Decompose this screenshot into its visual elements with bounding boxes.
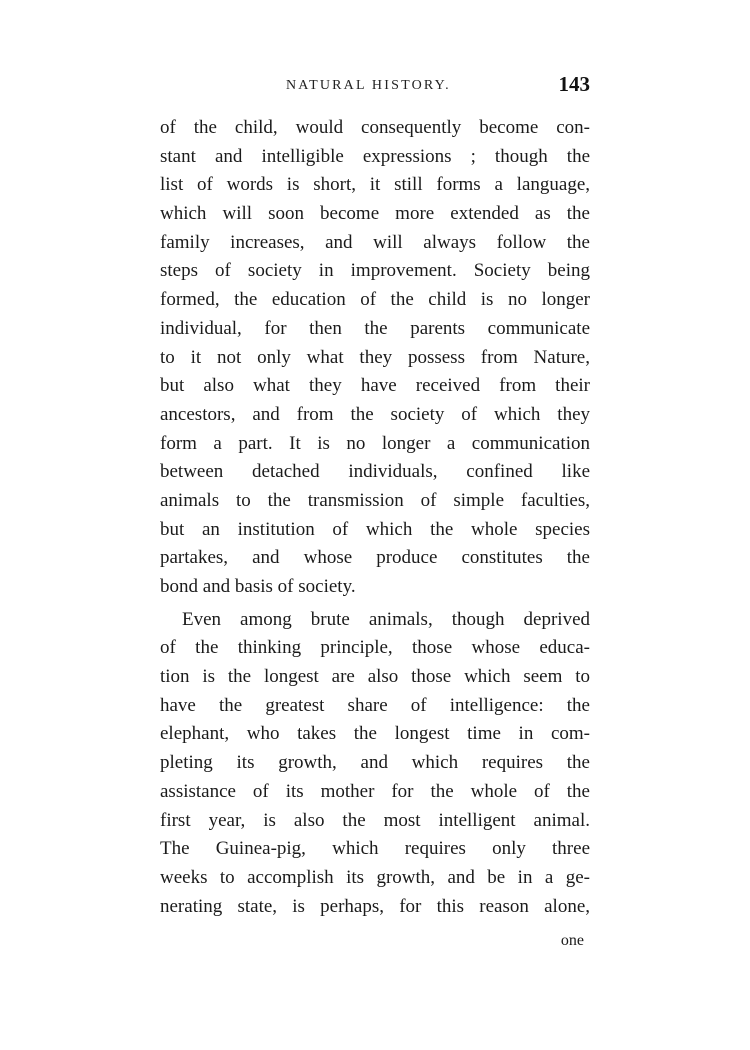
text-line: animals to the transmission of simple faculties, [160,489,590,511]
text-line: elephant, who takes the longest time in com- [160,723,590,745]
text-line: which will soon become more extended as the [160,203,590,225]
running-head [160,72,590,102]
text-line: of the child, would consequently become con- [160,117,590,138]
running-title: NATURAL HISTORY. [286,78,451,93]
text-line: family increases, and will always follow the [160,231,590,253]
paragraph-1 [160,114,590,602]
paragraph-2 [160,606,590,922]
text-line: to it not only what they possess from Nature, [160,346,590,368]
text-line: Even among brute animals, though deprived [182,608,590,630]
text-line: individual, for then the parents communicate [160,317,590,339]
text-line: nerating state, is perhaps, for this reason alone, [160,895,590,917]
text-line: of the thinking principle, those whose educa- [160,637,590,659]
text-line: partakes, and whose produce constitutes the [160,547,590,569]
text-line: form a part. It is no longer a communication [160,432,590,454]
text-line: The Guinea-pig, which requires only three [160,838,590,860]
body-text [160,114,590,921]
text-line: steps of society in improvement. Society being [160,260,590,282]
text-line: ancestors, and from the society of which they [160,403,590,425]
text-line: bond and basis of society. [160,576,356,597]
page-number: 143 [558,72,590,96]
text-line: assistance of its mother for the whole of the [160,780,590,802]
text-line: weeks to accomplish its growth, and be in a ge- [160,866,590,888]
text-line: list of words is short, it still forms a language, [160,174,590,196]
text-line: between detached individuals, confined like [160,461,590,483]
text-line: first year, is also the most intelligent animal. [160,809,590,831]
text-line: but also what they have received from their [160,375,590,397]
text-line: tion is the longest are also those which seem to [160,666,590,688]
catchword: one [560,932,584,949]
text-line: formed, the education of the child is no longer [160,289,590,311]
text-line: have the greatest share of intelligence: the [160,694,590,716]
text-line: but an institution of which the whole species [160,518,590,540]
text-line: stant and intelligible expressions ; though the [160,145,590,167]
text-line: pleting its growth, and which requires the [160,752,590,774]
